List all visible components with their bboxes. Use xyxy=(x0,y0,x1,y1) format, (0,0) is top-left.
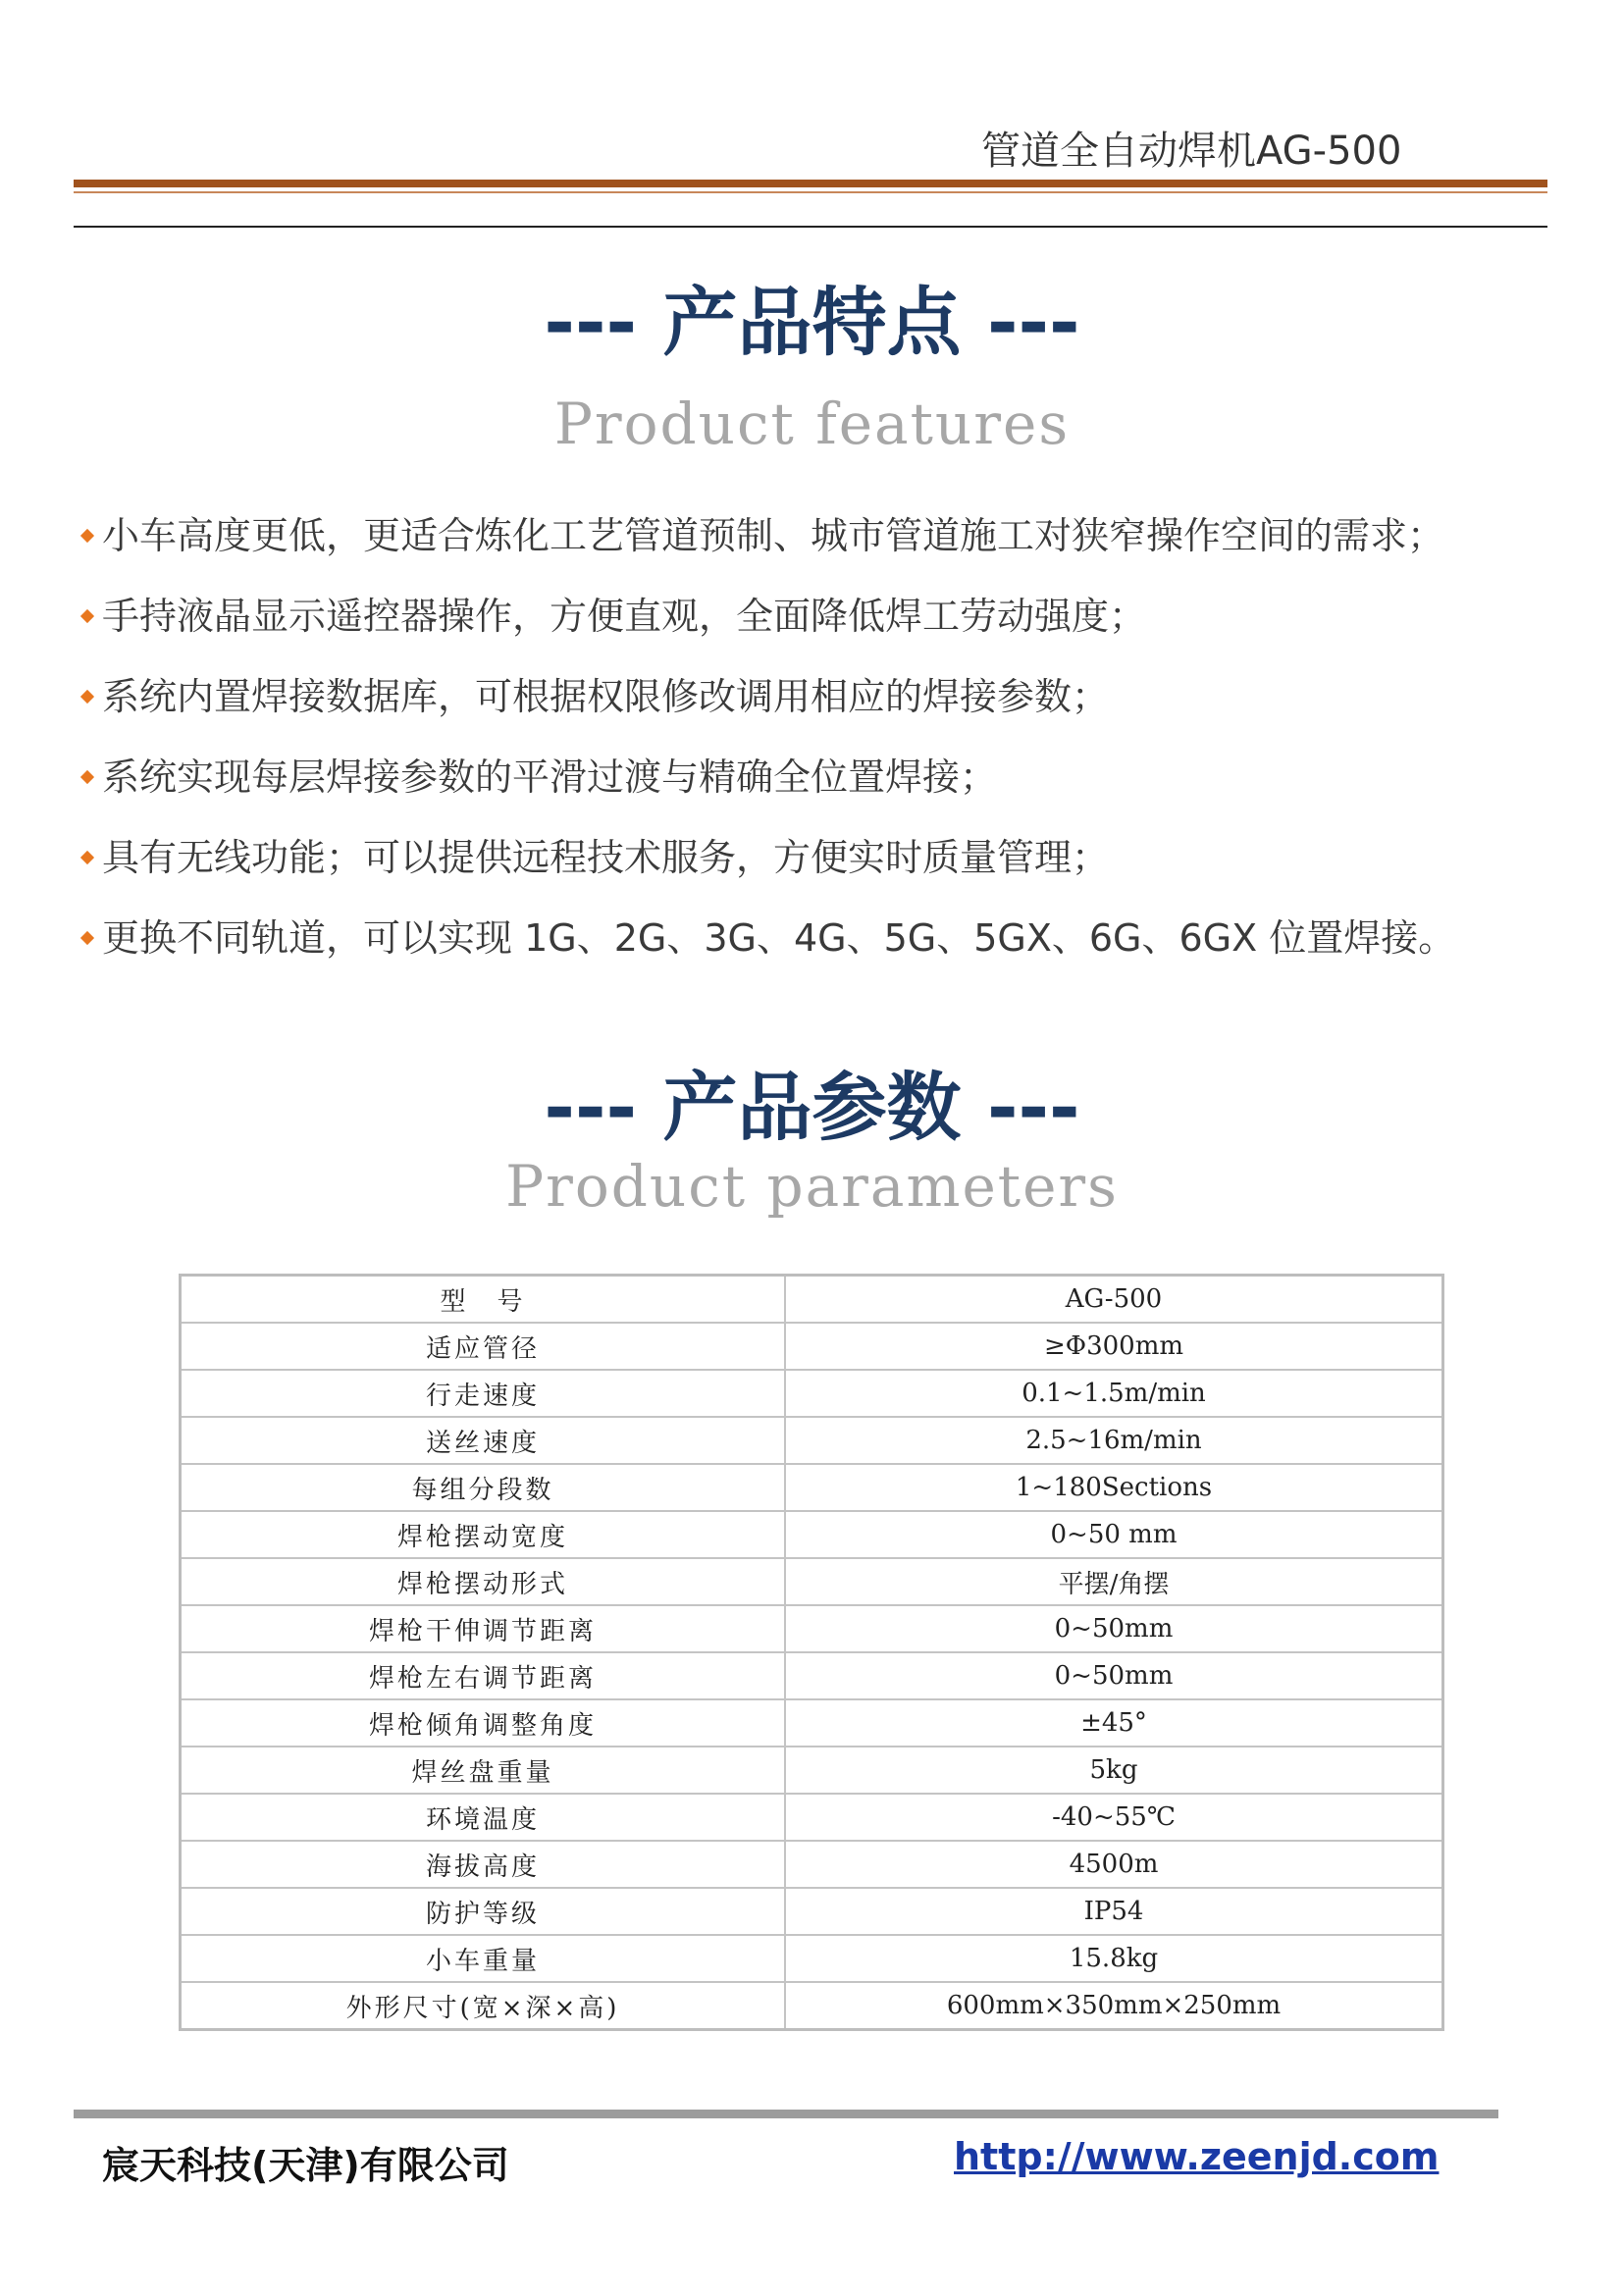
diamond-bullet-icon xyxy=(80,931,94,945)
param-value: 0~50mm xyxy=(785,1605,1443,1652)
diamond-bullet-icon xyxy=(80,529,94,543)
param-name: 海拔高度 xyxy=(181,1841,786,1888)
feature-text: 系统实现每层焊接参数的平滑过渡与精确全位置焊接； xyxy=(102,756,998,799)
footer-rule xyxy=(74,2110,1498,2118)
table-row xyxy=(181,1794,1443,1841)
param-name: 焊枪倾角调整角度 xyxy=(181,1699,786,1747)
table-row xyxy=(181,1370,1443,1417)
table-row xyxy=(181,1605,1443,1652)
table-row xyxy=(181,1652,1443,1699)
param-value: 平摆/角摆 xyxy=(785,1558,1443,1605)
feature-item xyxy=(77,898,1568,978)
table-row xyxy=(181,1276,1443,1324)
company-name: 宸天科技(天津)有限公司 xyxy=(102,2144,509,2187)
feature-item xyxy=(77,576,1568,656)
param-name: 焊枪摆动宽度 xyxy=(181,1511,786,1558)
header-rule-brown xyxy=(74,180,1547,187)
table-row xyxy=(181,1558,1443,1605)
table-row xyxy=(181,1699,1443,1747)
table-row xyxy=(181,1323,1443,1370)
param-value: 5kg xyxy=(785,1747,1443,1794)
param-value: 600mm×350mm×250mm xyxy=(785,1982,1443,2030)
param-value: 1~180Sections xyxy=(785,1464,1443,1511)
features-list xyxy=(77,496,1568,978)
params-subheading: Product parameters xyxy=(505,1153,1119,1220)
param-value: 15.8kg xyxy=(785,1935,1443,1982)
param-value: 4500m xyxy=(785,1841,1443,1888)
feature-text: 手持液晶显示遥控器操作，方便直观，全面降低焊工劳动强度； xyxy=(102,595,1147,638)
param-value: ≥Φ300mm xyxy=(785,1323,1443,1370)
param-name: 焊枪干伸调节距离 xyxy=(181,1605,786,1652)
feature-item xyxy=(77,496,1568,576)
param-name: 焊枪左右调节距离 xyxy=(181,1652,786,1699)
table-row xyxy=(181,1982,1443,2030)
feature-text: 小车高度更低，更适合炼化工艺管道预制、城市管道施工对狭窄操作空间的需求； xyxy=(102,514,1445,557)
website-link[interactable]: http://www.zeenjd.com xyxy=(954,2135,1440,2178)
header-rule-black xyxy=(74,226,1547,228)
param-value: 0.1~1.5m/min xyxy=(785,1370,1443,1417)
diamond-bullet-icon xyxy=(80,690,94,704)
feature-item xyxy=(77,656,1568,737)
header-rule-brown-thin xyxy=(74,191,1547,193)
table-row xyxy=(181,1511,1443,1558)
param-name: 适应管径 xyxy=(181,1323,786,1370)
table-row xyxy=(181,1888,1443,1935)
table-row xyxy=(181,1935,1443,1982)
param-value: ±45° xyxy=(785,1699,1443,1747)
param-name: 型 号 xyxy=(181,1276,786,1324)
feature-text: 具有无线功能；可以提供远程技术服务，方便实时质量管理； xyxy=(102,836,1110,879)
table-row xyxy=(181,1841,1443,1888)
param-value: IP54 xyxy=(785,1888,1443,1935)
param-value: -40~55℃ xyxy=(785,1794,1443,1841)
param-name: 每组分段数 xyxy=(181,1464,786,1511)
param-name: 焊枪摆动形式 xyxy=(181,1558,786,1605)
param-name: 防护等级 xyxy=(181,1888,786,1935)
diamond-bullet-icon xyxy=(80,609,94,623)
param-name: 行走速度 xyxy=(181,1370,786,1417)
param-value: 0~50mm xyxy=(785,1652,1443,1699)
param-name: 外形尺寸(宽×深×高) xyxy=(181,1982,786,2030)
param-value: 2.5~16m/min xyxy=(785,1417,1443,1464)
param-value: 0~50 mm xyxy=(785,1511,1443,1558)
table-row xyxy=(181,1464,1443,1511)
diamond-bullet-icon xyxy=(80,851,94,864)
param-value: AG-500 xyxy=(785,1276,1443,1324)
diamond-bullet-icon xyxy=(80,770,94,784)
document-title: 管道全自动焊机AG-500 xyxy=(981,129,1402,174)
feature-item xyxy=(77,817,1568,898)
feature-text: 系统内置焊接数据库，可根据权限修改调用相应的焊接参数； xyxy=(102,675,1110,718)
features-heading: --- 产品特点 --- xyxy=(544,279,1080,366)
param-name: 送丝速度 xyxy=(181,1417,786,1464)
params-table xyxy=(179,1274,1444,2031)
features-subheading: Product features xyxy=(553,391,1071,457)
param-name: 焊丝盘重量 xyxy=(181,1747,786,1794)
table-row xyxy=(181,1747,1443,1794)
param-name: 小车重量 xyxy=(181,1935,786,1982)
feature-item xyxy=(77,737,1568,817)
param-name: 环境温度 xyxy=(181,1794,786,1841)
table-row xyxy=(181,1417,1443,1464)
feature-text: 更换不同轨道，可以实现 1G、2G、3G、4G、5G、5GX、6G、6GX 位置焊接。 xyxy=(102,916,1456,960)
params-heading: --- 产品参数 --- xyxy=(544,1064,1080,1151)
